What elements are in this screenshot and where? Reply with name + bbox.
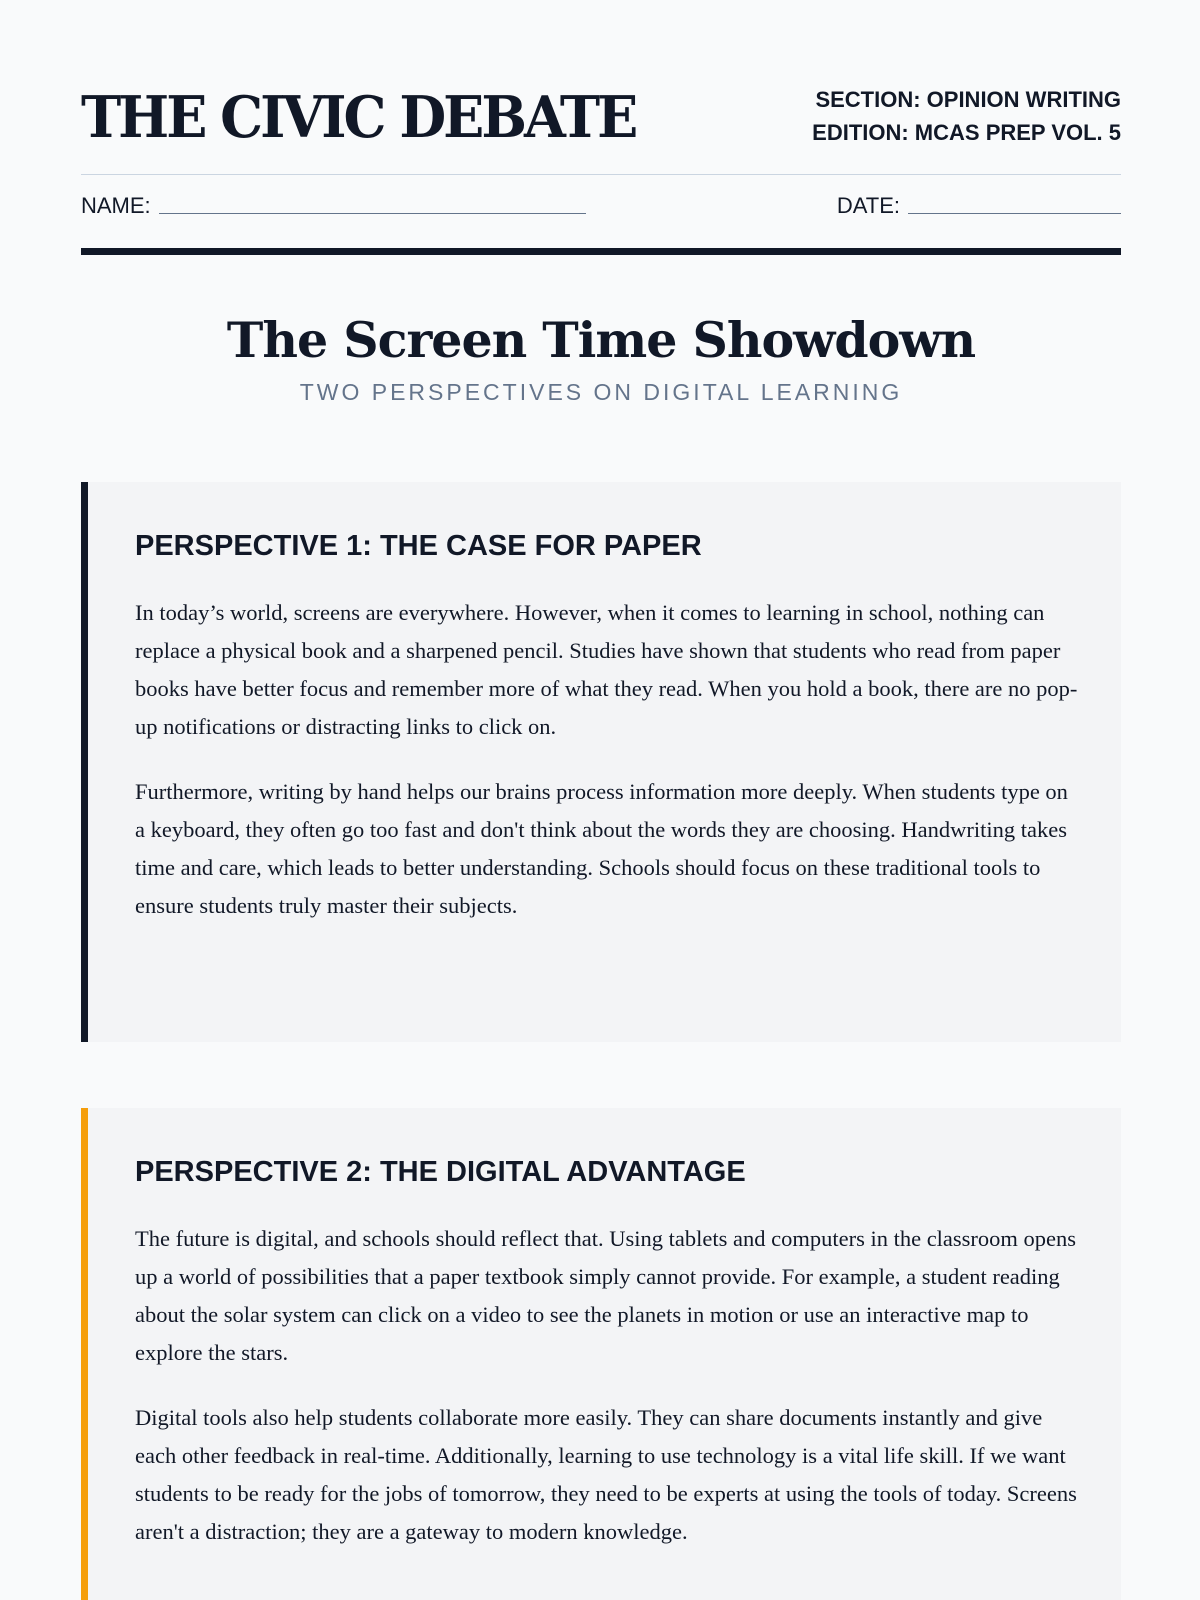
perspective-2-paragraph-1: The future is digital, and schools should reflect that. Using tablets and computers in the classroom opens up a world of possibilities that a paper textbook simply cannot provide. For example, a student reading about the solar system can click on a video to see the planets in motion or use an interactive map to explore the stars. — [135, 1226, 1077, 1365]
header-bottom-rule — [81, 248, 1121, 255]
perspective-2-heading: PERSPECTIVE 2: THE DIGITAL ADVANTAGE — [135, 1156, 746, 1188]
date-blank-line[interactable] — [908, 213, 1121, 214]
header-divider — [81, 174, 1121, 175]
article-title-block — [81, 305, 1121, 409]
name-field[interactable] — [81, 189, 586, 223]
date-field[interactable] — [837, 189, 1121, 223]
perspective-1-paragraph-2: Furthermore, writing by hand helps our brains process information more deeply. When students type on a keyboard, they often go too fast and don't think about the words they are choosing. Handwriting takes time and care, which leads to better understanding. Schools should focus on these traditional tools to ensure students truly master their subjects. — [135, 779, 1068, 918]
masthead — [81, 82, 1121, 152]
perspective-1-heading: PERSPECTIVE 1: THE CASE FOR PAPER — [135, 530, 702, 562]
date-label: DATE: — [836, 193, 900, 218]
perspective-1-paragraph-1: In today’s world, screens are everywhere. However, when it comes to learning in school, nothing can replace a physical book and a sharpened pencil. Studies have shown that students who read from paper books have better focus and remember more of what they read. When you hold a book, there are no pop-up notifications or distracting links to click on. — [135, 600, 1078, 739]
article-subtitle: TWO PERSPECTIVES ON DIGITAL LEARNING — [299, 379, 903, 405]
name-label: NAME: — [81, 193, 151, 218]
section-info — [812, 83, 1121, 149]
publication-logo: THE CIVIC DEBATE — [81, 83, 636, 151]
student-info-fields — [81, 189, 1121, 223]
edition-label: EDITION: MCAS PREP VOL. 5 — [812, 120, 1121, 145]
perspective-2-panel — [81, 1108, 1121, 1600]
perspective-1-panel — [81, 482, 1121, 1042]
article-title: The Screen Time Showdown — [226, 311, 976, 369]
perspective-2-paragraph-2: Digital tools also help students collaborate more easily. They can share documents instantly and give each other feedback in real-time. Additionally, learning to use technology is a vital life skill. If we want students to be ready for the jobs of tomorrow, they need to be experts at using the tools of today. Screens aren't a distraction; they are a gateway to modern knowledge. — [135, 1405, 1077, 1544]
section-label: SECTION: OPINION WRITING — [815, 87, 1121, 112]
name-blank-line[interactable] — [159, 213, 586, 214]
